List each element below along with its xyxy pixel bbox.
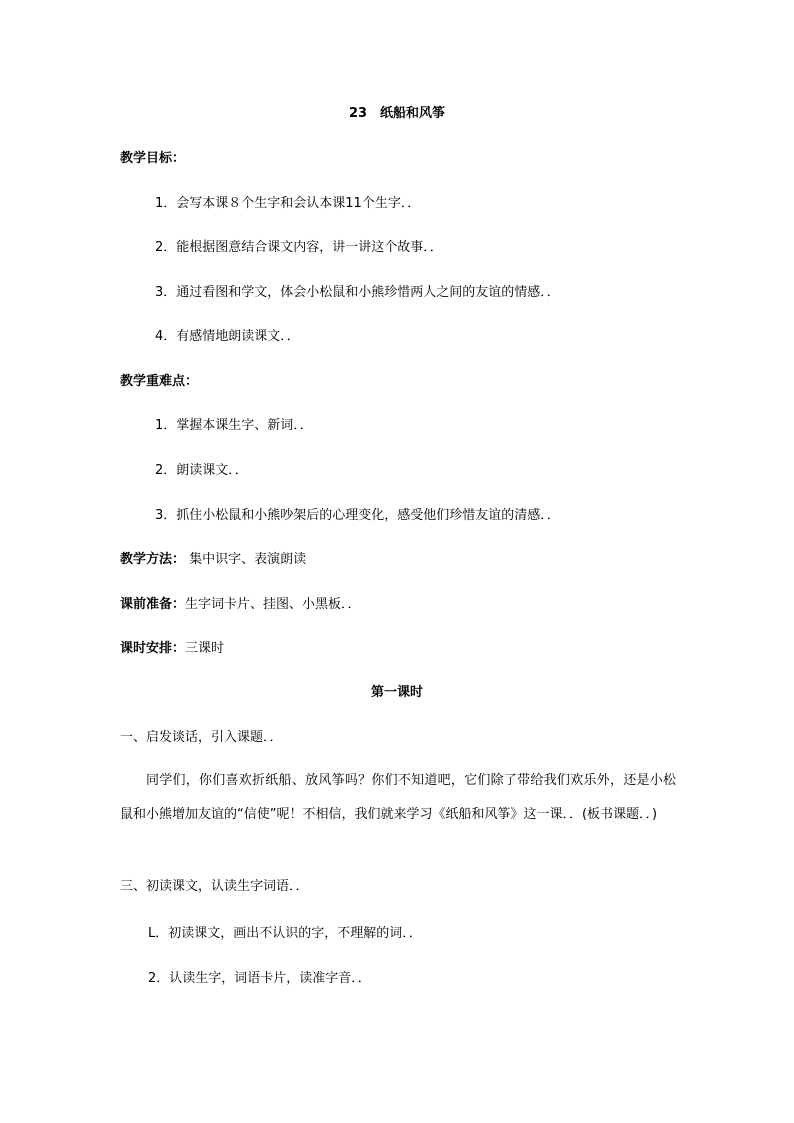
goal-item-1: 1．会写本课８个生字和会认本课11个生字．．: [155, 196, 421, 211]
key-point-item-2: 2．朗读课文．．: [155, 463, 248, 478]
preparation-line: [120, 596, 361, 614]
preparation-label: 课前准备：: [120, 597, 186, 612]
schedule-value: 三课时: [185, 641, 225, 656]
section-1-heading: 一、启发谈话，引入课题．．: [120, 730, 283, 745]
section-3-heading: 三、初读课文，认读生字词语．．: [120, 879, 309, 894]
goal-item-3: 3．通过看图和学文，体会小松鼠和小熊珍惜两人之间的友谊的情感．．: [155, 285, 560, 300]
preparation-value: 生字词卡片、挂图、小黑板．．: [185, 597, 361, 612]
intro-paragraph: 同学们，你们喜欢折纸船、放风筝吗？你们不知道吧，它们除了带给我们欢乐外，还是小松鼠和小熊增加友谊的“信使”呢！不相信，我们就来学习《纸船和风筝》这一课．．(板书课题．．): [120, 773, 676, 822]
schedule-label: 课时安排：: [120, 641, 186, 656]
step-item-1: L．初读课文，画出不认识的字，不理解的词．．: [148, 926, 422, 941]
schedule-line: [120, 640, 224, 658]
method-line: [120, 551, 306, 569]
key-points-heading: 教学重难点：: [120, 374, 199, 389]
method-value: 集中识字、表演朗读: [185, 552, 307, 567]
step-item-2: 2．认读生字，词语卡片，读准字音．．: [148, 971, 371, 986]
goal-item-2: 2．能根据图意结合课文内容，讲一讲这个故事．．: [155, 240, 443, 255]
key-point-item-1: 1．掌握本课生字、新词．．: [155, 418, 313, 433]
goal-item-4: 4．有感情地朗读课文．．: [155, 329, 300, 344]
goals-heading: 教学目标：: [120, 151, 186, 166]
method-label: 教学方法：: [120, 552, 186, 567]
lesson-title: 23 纸船和风筝: [348, 106, 446, 121]
lesson1-heading: 第一课时: [370, 685, 423, 700]
key-point-item-3: 3．抓住小松鼠和小熊吵架后的心理变化，感受他们珍惜友谊的清感．．: [155, 508, 560, 523]
